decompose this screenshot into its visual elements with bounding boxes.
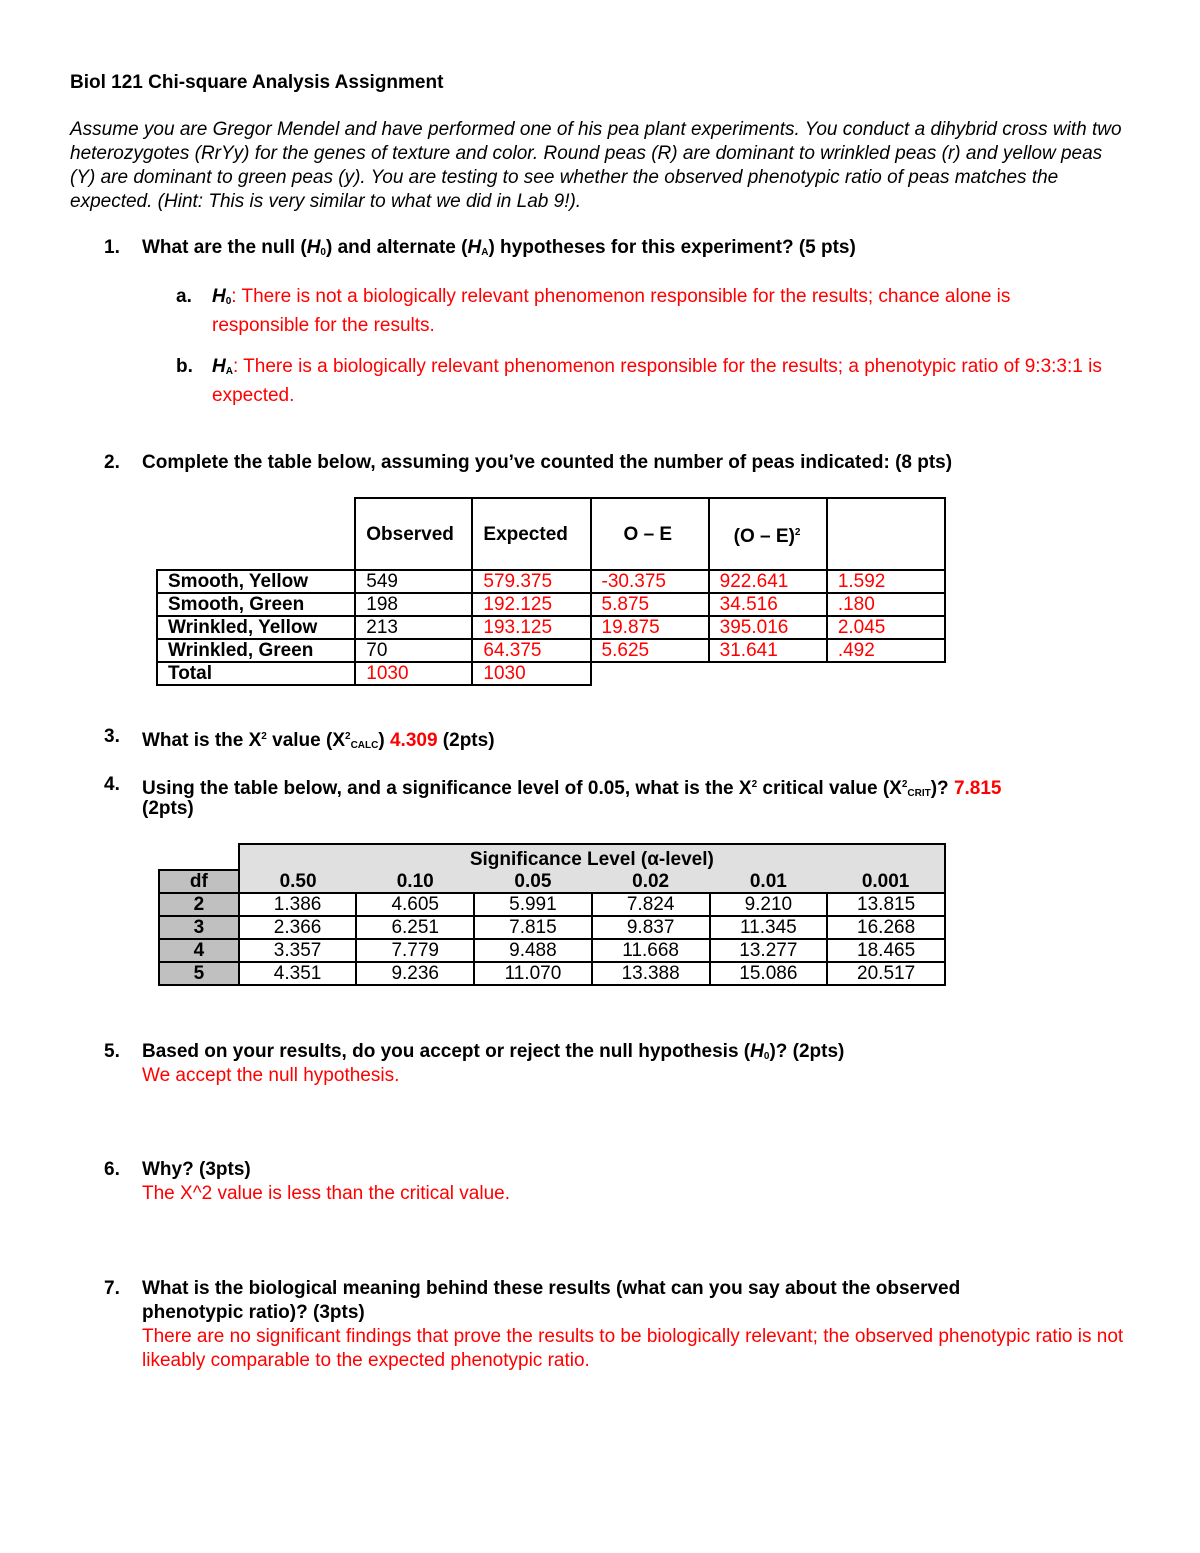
- table-row: 5 4.351 9.236 11.070 13.388 15.086 20.517: [159, 962, 945, 985]
- table-row: Smooth, Yellow 549 579.375 -30.375 922.641 1.592: [157, 570, 945, 593]
- table-row: Wrinkled, Green 70 64.375 5.625 31.641 .492: [157, 639, 945, 662]
- header-o-minus-e: O – E: [591, 498, 709, 570]
- significance-table: Significance Level (α-level) df 0.50 0.10 0.05 0.02 0.01 0.001 2 1.386 4.605 5.991 7.824 9.210 13.815 3 2.366 6.251 7.815 9.837 11.345 16.268 4 3.357 7.779 9.488 11.668 13.277 18.465 5 4.351 9.236 11.070 13.388 15.086 20.517: [158, 843, 946, 986]
- chi-calc-answer: 4.309: [389, 730, 438, 751]
- table-row: 2 1.386 4.605 5.991 7.824 9.210 13.815: [159, 893, 945, 916]
- intro-paragraph: Assume you are Gregor Mendel and have performed one of his pea plant experiments. You conduct a dihybrid cross with two heterozygotes (RrYy) for the genes of texture and color. Round peas (R) are dominant to wrinkled peas (r) and yellow peas (Y) are dominant to green peas (y). You are testing to see whether the observed phenotypic ratio of peas matches the expected. (Hint: This is very similar to what we did in Lab 9!).: [70, 119, 1122, 212]
- df-header: df: [159, 870, 239, 893]
- header-o-minus-e-squared: (O – E)$^2$: [709, 498, 827, 570]
- table-row: Wrinkled, Yellow 213 193.125 19.875 395.016 2.045: [157, 616, 945, 639]
- chi-crit-answer: 7.815: [953, 778, 1002, 799]
- total-row: Total 1030 1030: [157, 662, 945, 685]
- significance-title: Significance Level (α-level): [239, 844, 945, 870]
- table-row: 3 2.366 6.251 7.815 9.837 11.345 16.268: [159, 916, 945, 939]
- table-row: Smooth, Green 198 192.125 5.875 34.516 .180: [157, 593, 945, 616]
- table-row: 4 3.357 7.779 9.488 11.668 13.277 18.465: [159, 939, 945, 962]
- header-chi: [827, 498, 945, 570]
- q7-answer: There are no significant findings that prove the results to be biologically relevant; the observed phenotypic ratio is not likeably comparable to the expected phenotypic ratio.: [142, 1326, 1124, 1371]
- q5-answer: We accept the null hypothesis.: [142, 1065, 400, 1086]
- q6-answer: The X^2 value is less than the critical value.: [142, 1183, 510, 1204]
- page-title: Biol 121 Chi-square Analysis Assignment: [70, 72, 444, 93]
- chi-square-table: [156, 497, 946, 686]
- header-expected: Expected: [472, 498, 590, 570]
- header-observed: Observed: [355, 498, 472, 570]
- question-number: 1.: [104, 237, 120, 258]
